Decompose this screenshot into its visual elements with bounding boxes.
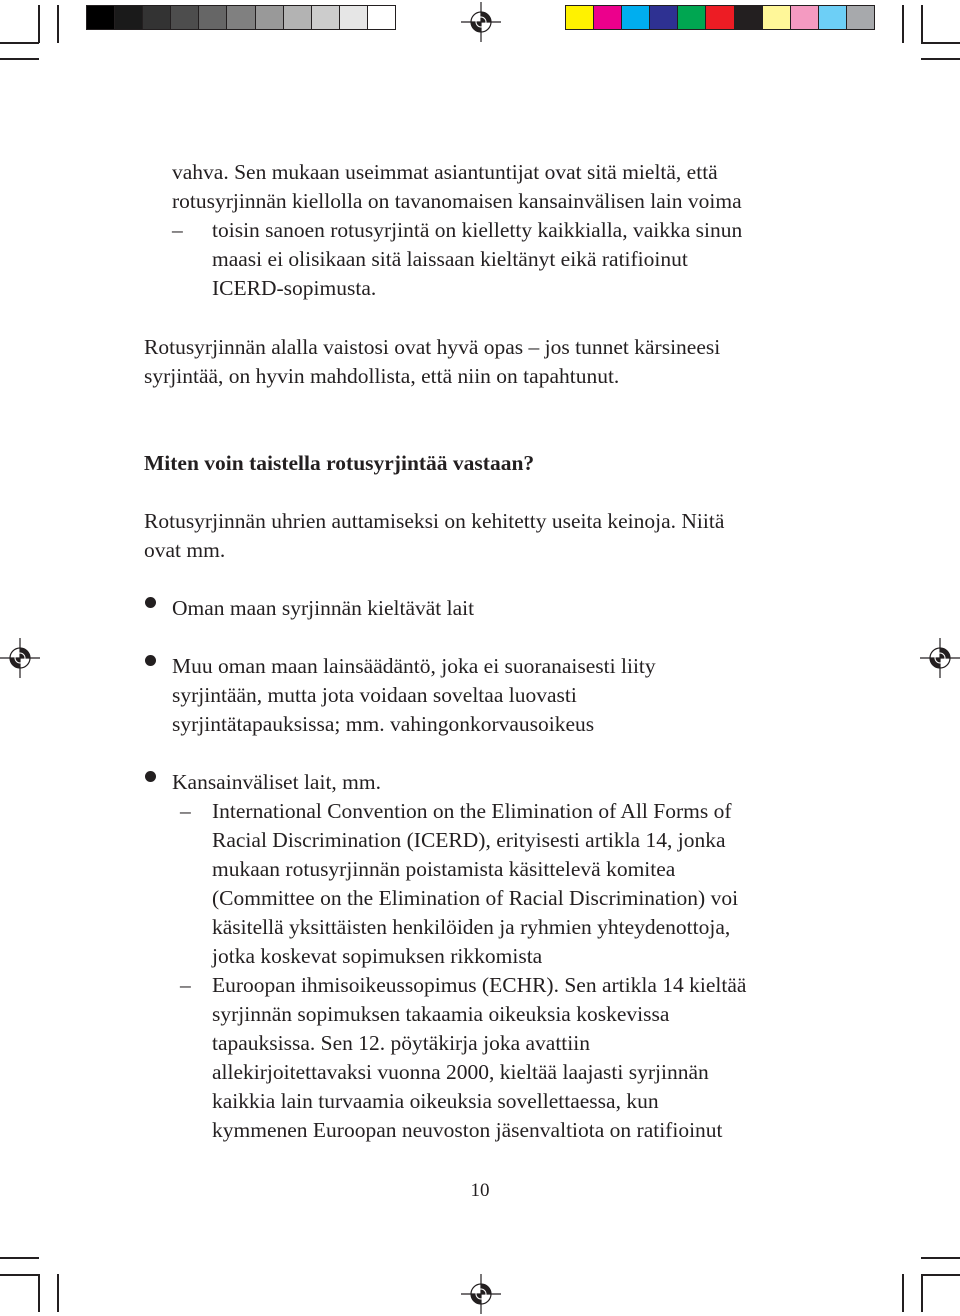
swatch <box>171 6 199 29</box>
sub-list-item: Racial Discrimination (ICERD), erityisesti artikla 14, jonka <box>212 828 726 852</box>
swatch <box>847 6 874 29</box>
sub-list-item: kymmenen Euroopan neuvoston jäsenvaltiota on ratifioinut <box>212 1118 723 1142</box>
swatch <box>566 6 594 29</box>
sub-list-item: syrjinnän sopimuksen takaamia oikeuksia koskevissa <box>212 1002 670 1026</box>
swatch <box>284 6 312 29</box>
crop-mark <box>902 1274 904 1312</box>
registration-mark-icon <box>920 638 960 678</box>
crop-mark <box>57 5 59 43</box>
swatch <box>678 6 706 29</box>
text-line: Rotusyrjinnän alalla vaistosi ovat hyvä opas – jos tunnet kärsineesi <box>144 335 721 359</box>
crop-mark <box>38 5 40 43</box>
swatch <box>622 6 650 29</box>
swatch <box>368 6 395 29</box>
process-color-bar <box>565 5 875 30</box>
sub-list-item: tapauksissa. Sen 12. pöytäkirja joka avattiin <box>212 1031 590 1055</box>
crop-mark <box>38 1274 40 1312</box>
text-line: ICERD-sopimusta. <box>212 276 377 300</box>
swatch <box>650 6 678 29</box>
sub-list-item: International Convention on the Elimination of All Forms of <box>212 799 732 823</box>
list-item: Muu oman maan lainsäädäntö, joka ei suoranaisesti liity <box>172 654 656 678</box>
dash-marker: – <box>180 799 191 823</box>
sub-list-item: allekirjoitettavaksi vuonna 2000, kieltää laajasti syrjinnän <box>212 1060 709 1084</box>
text-line: Rotusyrjinnän uhrien auttamiseksi on kehitetty useita keinoja. Niitä <box>144 509 725 533</box>
dash-marker: – <box>172 218 183 242</box>
crop-mark <box>0 58 39 60</box>
crop-mark <box>0 1274 39 1276</box>
swatch <box>143 6 171 29</box>
text-line: maasi ei olisikaan sitä laissaan kieltänyt eikä ratifioinut <box>212 247 688 271</box>
grayscale-color-bar <box>86 5 396 30</box>
swatch <box>791 6 819 29</box>
text-line: rotusyrjinnän kiellolla on tavanomaisen kansainvälisen lain voima <box>172 189 742 213</box>
crop-mark <box>0 42 39 44</box>
text-line: ovat mm. <box>144 538 226 562</box>
list-item: syrjintätapauksissa; mm. vahingonkorvausoikeus <box>172 712 595 736</box>
text-line: syrjintää, on hyvin mahdollista, että niin on tapahtunut. <box>144 364 620 388</box>
crop-mark <box>921 42 960 44</box>
list-item: Oman maan syrjinnän kieltävät lait <box>172 596 475 620</box>
crop-mark <box>921 58 960 60</box>
bullet-icon <box>145 771 156 782</box>
crop-mark <box>921 1274 923 1312</box>
bullet-icon <box>145 597 156 608</box>
swatch <box>256 6 284 29</box>
crop-mark <box>921 1274 960 1276</box>
swatch <box>312 6 340 29</box>
bullet-icon <box>145 655 156 666</box>
swatch <box>87 6 115 29</box>
list-item: Kansainväliset lait, mm. <box>172 770 381 794</box>
registration-mark-icon <box>461 2 501 42</box>
crop-mark <box>921 1257 960 1259</box>
swatch <box>115 6 143 29</box>
crop-mark <box>902 5 904 43</box>
sub-list-item: jotka koskevat sopimuksen rikkomista <box>212 944 543 968</box>
page-number: 10 <box>470 1180 490 1201</box>
swatch <box>594 6 622 29</box>
swatch <box>819 6 847 29</box>
swatch <box>227 6 255 29</box>
crop-mark <box>921 5 923 43</box>
text-line: vahva. Sen mukaan useimmat asiantuntijat ovat sitä mieltä, että <box>172 160 718 184</box>
section-heading: Miten voin taistella rotusyrjintää vastaan? <box>144 451 535 475</box>
swatch <box>340 6 368 29</box>
registration-mark-icon <box>461 1274 501 1314</box>
sub-list-item: kaikkia lain turvaamia oikeuksia sovellettaessa, kun <box>212 1089 659 1113</box>
swatch <box>199 6 227 29</box>
dash-marker: – <box>180 973 191 997</box>
crop-mark <box>57 1274 59 1312</box>
crop-mark <box>0 1257 39 1259</box>
sub-list-item: Euroopan ihmisoikeussopimus (ECHR). Sen artikla 14 kieltää <box>212 973 747 997</box>
sub-list-item: (Committee on the Elimination of Racial Discrimination) voi <box>212 886 739 910</box>
text-line: toisin sanoen rotusyrjintä on kielletty kaikkialla, vaikka sinun <box>212 218 743 242</box>
list-item: syrjintään, mutta jota voidaan soveltaa luovasti <box>172 683 577 707</box>
swatch <box>735 6 763 29</box>
sub-list-item: mukaan rotusyrjinnän poistamista käsittelevä komitea <box>212 857 676 881</box>
registration-mark-icon <box>0 638 40 678</box>
swatch <box>763 6 791 29</box>
sub-list-item: käsitellä yksittäisten henkilöiden ja ryhmien yhteydenottoja, <box>212 915 731 939</box>
swatch <box>706 6 734 29</box>
